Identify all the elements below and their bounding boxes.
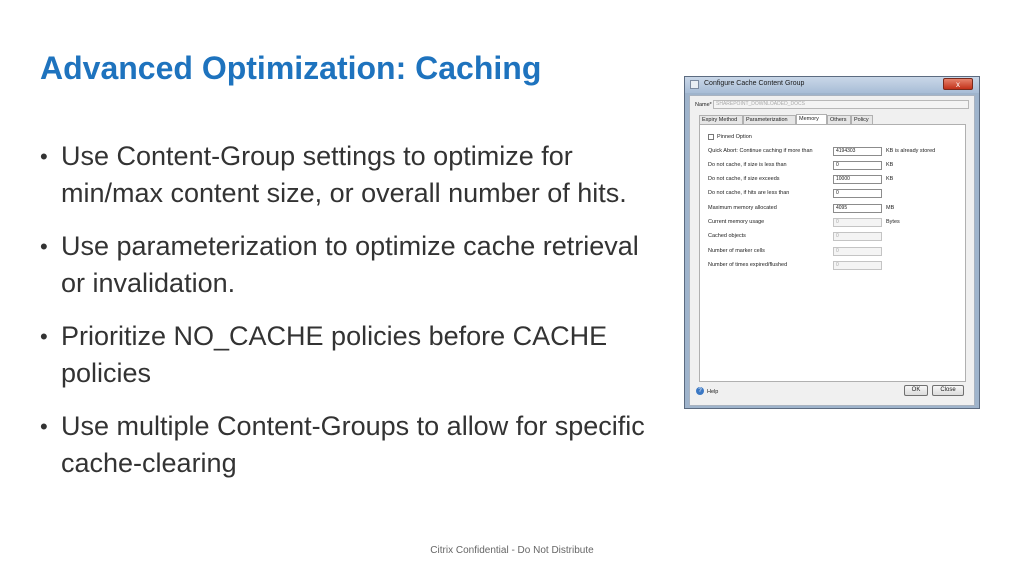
dialog-client — [689, 95, 975, 406]
window-icon — [690, 80, 699, 89]
bullet-item: • Use parameterization to optimize cache retrieval or invalidation. — [40, 228, 670, 302]
row-label: Do not cache, if size exceeds — [708, 176, 780, 182]
tab-parameterization[interactable]: Parameterization — [743, 115, 796, 124]
help-icon[interactable]: ? — [696, 387, 704, 395]
close-icon[interactable]: x — [943, 78, 973, 90]
memory-panel — [699, 124, 966, 382]
name-input[interactable]: SHAREPOINT_DOWNLOADED_DOCS — [713, 100, 969, 109]
bullet-list — [40, 138, 670, 498]
tab-memory[interactable]: Memory — [796, 114, 827, 124]
max-memory-field[interactable]: 4095 — [833, 204, 882, 213]
marker-cells-field: 0 — [833, 247, 882, 256]
row-label: Quick Abort: Continue caching if more than — [708, 148, 813, 154]
row-label: Number of marker cells — [708, 248, 765, 254]
footer-confidential: Citrix Confidential - Do Not Distribute — [430, 545, 594, 556]
slide-title: Advanced Optimization: Caching — [40, 50, 542, 86]
bullet-item: • Use multiple Content-Groups to allow for specific cache-clearing — [40, 408, 670, 482]
bullet-item: • Prioritize NO_CACHE policies before CACHE policies — [40, 318, 670, 392]
row-label: Cached objects — [708, 233, 746, 239]
ok-button[interactable]: OK — [904, 385, 928, 396]
tab-policy[interactable]: Policy — [851, 115, 873, 124]
current-memory-field: 0 — [833, 218, 882, 227]
row-label: Current memory usage — [708, 219, 765, 225]
pinned-checkbox[interactable] — [708, 134, 714, 140]
help-link[interactable]: Help — [707, 389, 719, 395]
min-size-field[interactable]: 0 — [833, 161, 882, 170]
row-label: Maximum memory allocated — [708, 205, 777, 211]
name-label: Name* — [695, 102, 712, 108]
pinned-label: Pinned Option — [717, 134, 752, 140]
dialog-title: Configure Cache Content Group — [704, 80, 805, 87]
bullet-item: • Use Content-Group settings to optimize for min/max content size, or overall number of hits. — [40, 138, 670, 212]
configure-cache-dialog — [684, 76, 980, 409]
row-label: Do not cache, if size is less than — [708, 162, 787, 168]
max-size-field[interactable]: 10000 — [833, 175, 882, 184]
dialog-titlebar[interactable] — [685, 77, 979, 93]
row-unit: KB — [886, 176, 894, 182]
row-unit: MB — [886, 205, 895, 211]
min-hits-field[interactable]: 0 — [833, 189, 882, 198]
row-unit: KB — [886, 162, 894, 168]
tab-others[interactable]: Others — [827, 115, 851, 124]
row-label: Do not cache, if hits are less than — [708, 190, 790, 196]
quick-abort-field[interactable]: 4194303 — [833, 147, 882, 156]
row-label: Number of times expired/flushed — [708, 262, 788, 268]
cached-objects-field: 0 — [833, 232, 882, 241]
close-button[interactable]: Close — [932, 385, 964, 396]
row-unit: Bytes — [886, 219, 900, 225]
tab-expiry-method[interactable]: Expiry Method — [699, 115, 743, 124]
expired-flushed-field: 0 — [833, 261, 882, 270]
row-unit: KB is already stored — [886, 148, 936, 154]
